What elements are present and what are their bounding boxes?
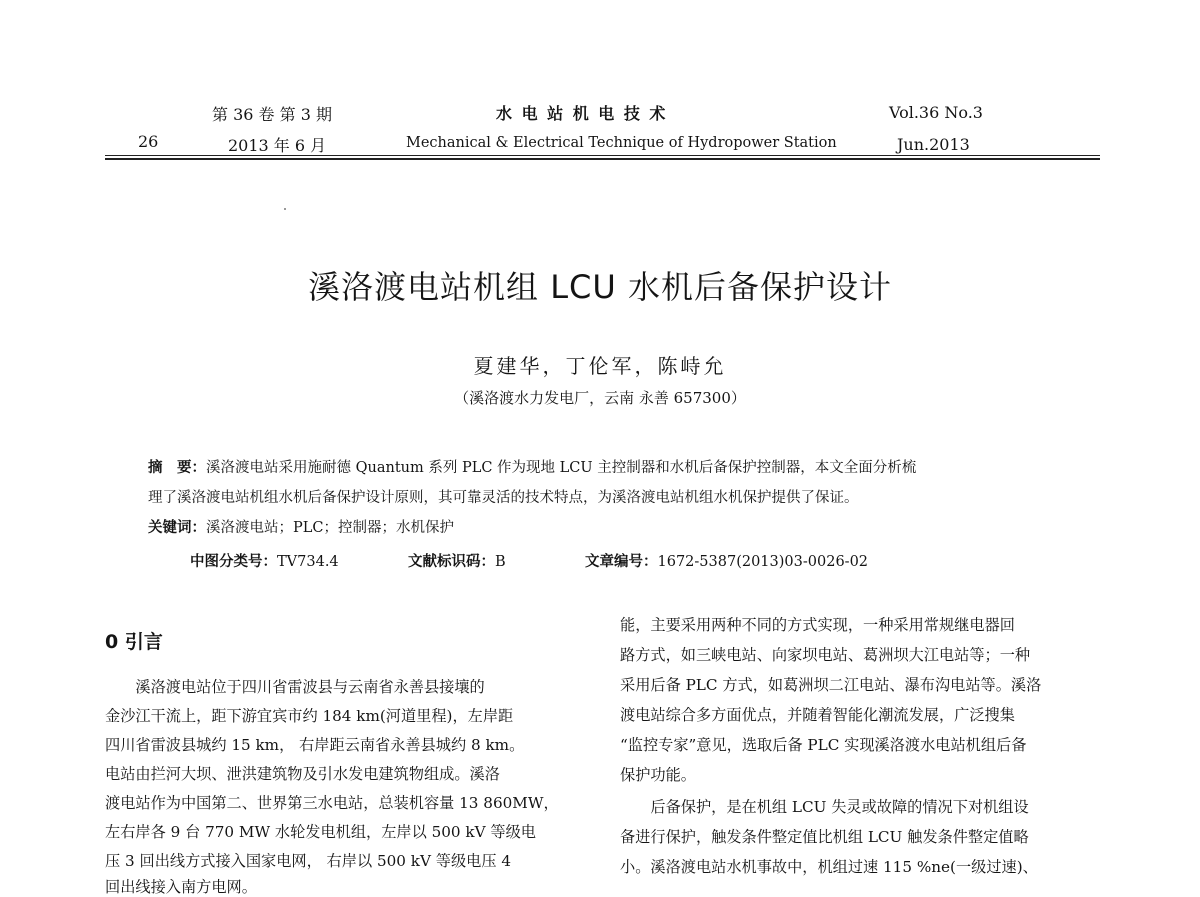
- article-authors: 夏建华，丁伦军，陈峙允: [473, 354, 727, 378]
- left-column-line-3: 四川省雷波县城约 15 km， 右岸距云南省永善县城约 8 km。: [105, 736, 525, 754]
- left-column-line-4: 电站由拦河大坝、泄洪建筑物及引水发电建筑物组成。溪洛: [105, 765, 500, 783]
- header-page-number: 26: [138, 132, 159, 151]
- right-column-line-5: “监控专家”意见，选取后备 PLC 实现溪洛渡水电站机组后备: [620, 736, 1027, 754]
- header-date-en: Jun.2013: [897, 135, 970, 154]
- right-column-line-3: 采用后备 PLC 方式，如葛洲坝二江电站、瀑布沟电站等。溪洛: [620, 676, 1042, 694]
- document-code: [408, 550, 506, 571]
- document-code-value: B: [495, 554, 506, 570]
- abstract-text-2: 理了溪洛渡电站机组水机后备保护设计原则，其可靠灵活的技术特点，为溪洛渡电站机组水机保护提供了保证。: [148, 490, 859, 506]
- header-volume-issue-en: Vol.36 No.3: [889, 103, 983, 122]
- right-column-line-7: 后备保护，是在机组 LCU 失灵或故障的情况下对机组设: [620, 798, 1029, 816]
- header-rule-thick: [105, 158, 1100, 160]
- article-number: [585, 550, 868, 571]
- header-volume-issue-cn: 第 36 卷 第 3 期: [212, 105, 332, 124]
- right-column-line-9: 小。溪洛渡电站水机事故中，机组过速 115 %ne(一级过速)、: [620, 858, 1038, 876]
- abstract-label: 摘 要：: [148, 460, 206, 476]
- clc-label: 中图分类号：: [190, 554, 277, 570]
- keywords-line: [148, 516, 454, 537]
- header-journal-cn: 水 电 站 机 电 技 术: [496, 104, 668, 123]
- left-column-line-2: 金沙江干流上，距下游宜宾市约 184 km(河道里程)，左岸距: [105, 707, 514, 725]
- right-column-line-1: 能，主要采用两种不同的方式实现，一种采用常规继电器回: [620, 616, 1015, 634]
- clc-number: [190, 550, 339, 571]
- abstract-line-2: [148, 486, 859, 507]
- article-affiliation: （溪洛渡水力发电厂，云南 永善 657300）: [454, 389, 746, 407]
- right-column-line-6: 保护功能。: [620, 766, 696, 784]
- header-journal-en: Mechanical & Electrical Technique of Hydropower Station: [406, 135, 837, 151]
- right-column-line-2: 路方式，如三峡电站、向家坝电站、葛洲坝大江电站等；一种: [620, 646, 1031, 664]
- left-column-line-6: 左右岸各 9 台 770 MW 水轮发电机组，左岸以 500 kV 等级电: [105, 823, 536, 841]
- scan-speck: [284, 208, 286, 210]
- right-column-line-8: 备进行保护，触发条件整定值比机组 LCU 触发条件整定值略: [620, 828, 1029, 846]
- header-rule-thin: [105, 155, 1100, 156]
- article-number-label: 文章编号：: [585, 554, 658, 570]
- keywords-text: 溪洛渡电站；PLC；控制器；水机保护: [206, 520, 454, 536]
- clc-value: TV734.4: [277, 554, 339, 570]
- left-column-line-5: 渡电站作为中国第二、世界第三水电站，总装机容量 13 860MW，: [105, 794, 559, 812]
- header-date-cn: 2013 年 6 月: [228, 136, 327, 155]
- keywords-label: 关键词：: [148, 520, 206, 536]
- article-number-value: 1672-5387(2013)03-0026-02: [657, 554, 869, 570]
- abstract-line-1: [148, 456, 916, 477]
- left-column-line-7: 压 3 回出线方式接入国家电网， 右岸以 500 kV 等级电压 4: [105, 852, 512, 870]
- document-code-label: 文献标识码：: [408, 554, 495, 570]
- right-column-line-4: 渡电站综合多方面优点，并随着智能化潮流发展，广泛搜集: [620, 706, 1015, 724]
- section-heading-introduction: 0 引言: [105, 631, 163, 653]
- left-column-line-1: 溪洛渡电站位于四川省雷波县与云南省永善县接壤的: [105, 678, 485, 696]
- left-column-line-8: 回出线接入南方电网。: [105, 878, 257, 896]
- article-title: 溪洛渡电站机组 LCU 水机后备保护设计: [308, 268, 892, 306]
- abstract-text-1: 溪洛渡电站采用施耐德 Quantum 系列 PLC 作为现地 LCU 主控制器和水机后备保护控制器，本文全面分析梳: [206, 460, 917, 476]
